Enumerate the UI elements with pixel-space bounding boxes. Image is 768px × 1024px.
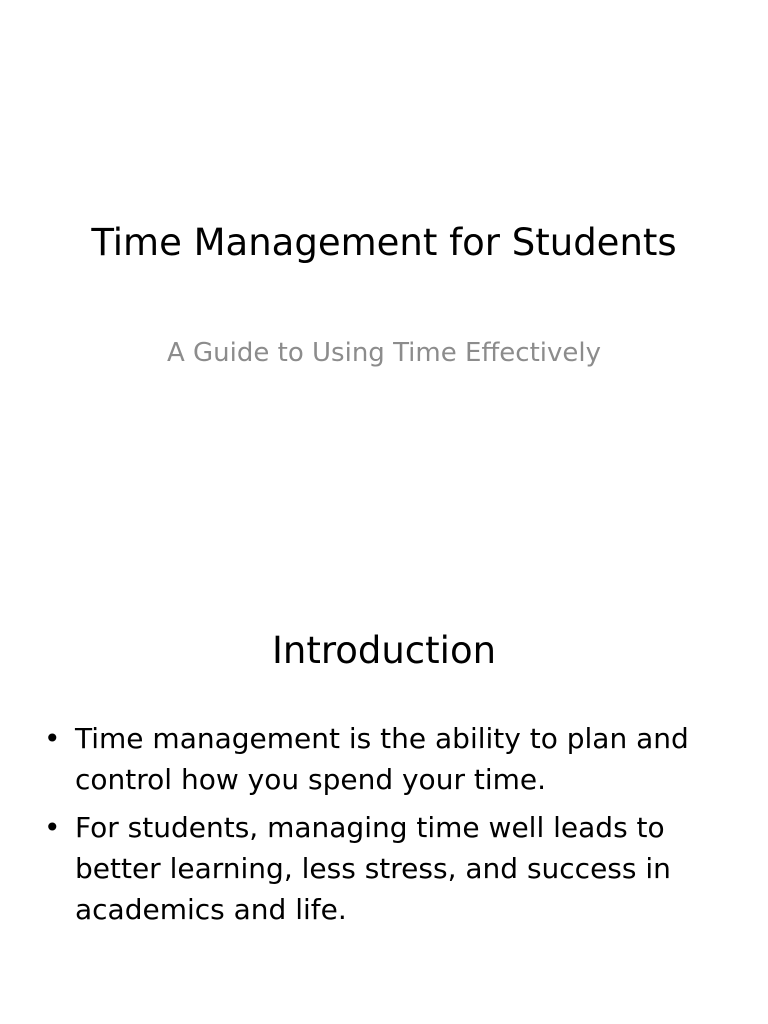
bullet-list (42, 718, 722, 937)
bullet-item (42, 807, 722, 930)
slide-title: Introduction (271, 629, 497, 672)
bullet-text: Time management is the ability to plan and control how you spend your time. (75, 722, 689, 796)
presentation-title: Time Management for Students (91, 221, 677, 264)
bullet-icon: • (44, 722, 61, 755)
bullet-icon: • (44, 811, 61, 844)
introduction-slide (0, 512, 768, 1024)
presentation-subtitle: A Guide to Using Time Effectively (166, 338, 601, 368)
bullet-text: For students, managing time well leads to better learning, less stress, and success in academics and life. (75, 811, 671, 926)
bullet-item (42, 718, 722, 800)
